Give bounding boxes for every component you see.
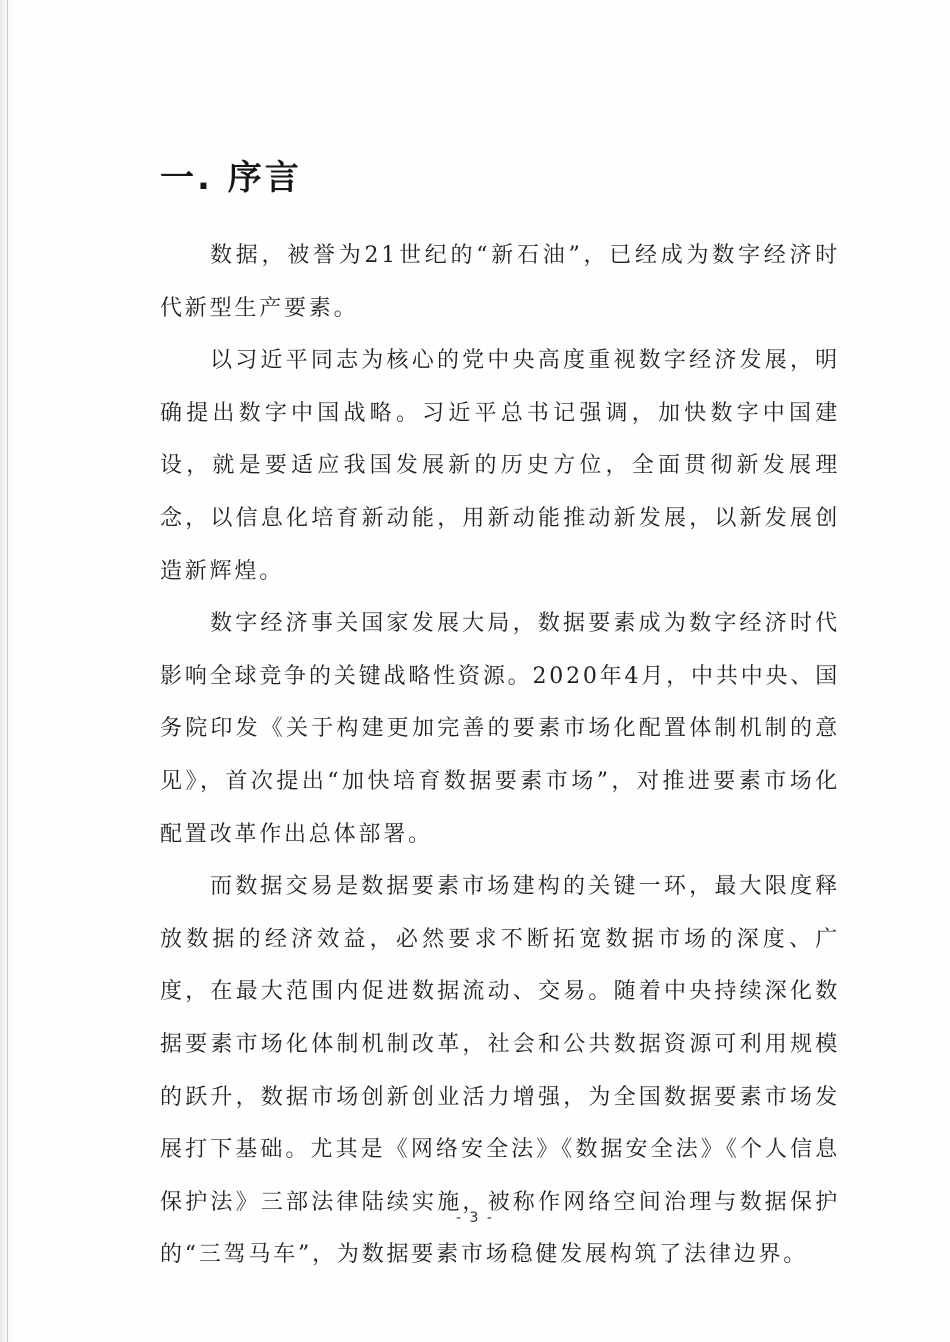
paragraph-2: 以习近平同志为核心的党中央高度重视数字经济发展，明确提出数字中国战略。习近平总书记强调，加快数字中国建设，就是要适应我国发展新的历史方位，全面贯彻新发展理念，以信息化培育新动能，用新动能推动新发展，以新发展创造新辉煌。 (160, 348, 840, 584)
body-text (160, 230, 840, 1282)
paragraph-4: 而数据交易是数据要素市场建构的关键一环，最大限度释放数据的经济效益，必然要求不断拓宽数据市场的深度、广度，在最大范围内促进数据流动、交易。随着中央持续深化数据要素市场化体制机制改革，社会和公共数据资源可利用规模的跃升，数据市场创新创业活力增强，为全国数据要素市场发展打下基础。尤其是《网络安全法》《数据安全法》《个人信息保护法》三部法律陆续实施，被称作网络空间治理与数据保护的“三驾马车”，为数据要素市场稳健发展构筑了法律边界。 (160, 874, 840, 1268)
paragraph-1: 数据，被誉为21世纪的“新石油”，已经成为数字经济时代新型生产要素。 (160, 243, 840, 321)
page-number: - 3 - (456, 1210, 494, 1226)
paragraph-3: 数字经济事关国家发展大局，数据要素成为数字经济时代影响全球竞争的关键战略性资源。2020年4月，中共中央、国务院印发《关于构建更加完善的要素市场化配置体制机制的意见》，首次提出“加快培育数据要素市场”，对推进要素市场化配置改革作出总体部署。 (160, 611, 840, 847)
scan-edge-shadow (0, 0, 18, 1342)
binding-edge-line (7, 0, 8, 1342)
section-heading: 一. 序言 (160, 158, 302, 198)
